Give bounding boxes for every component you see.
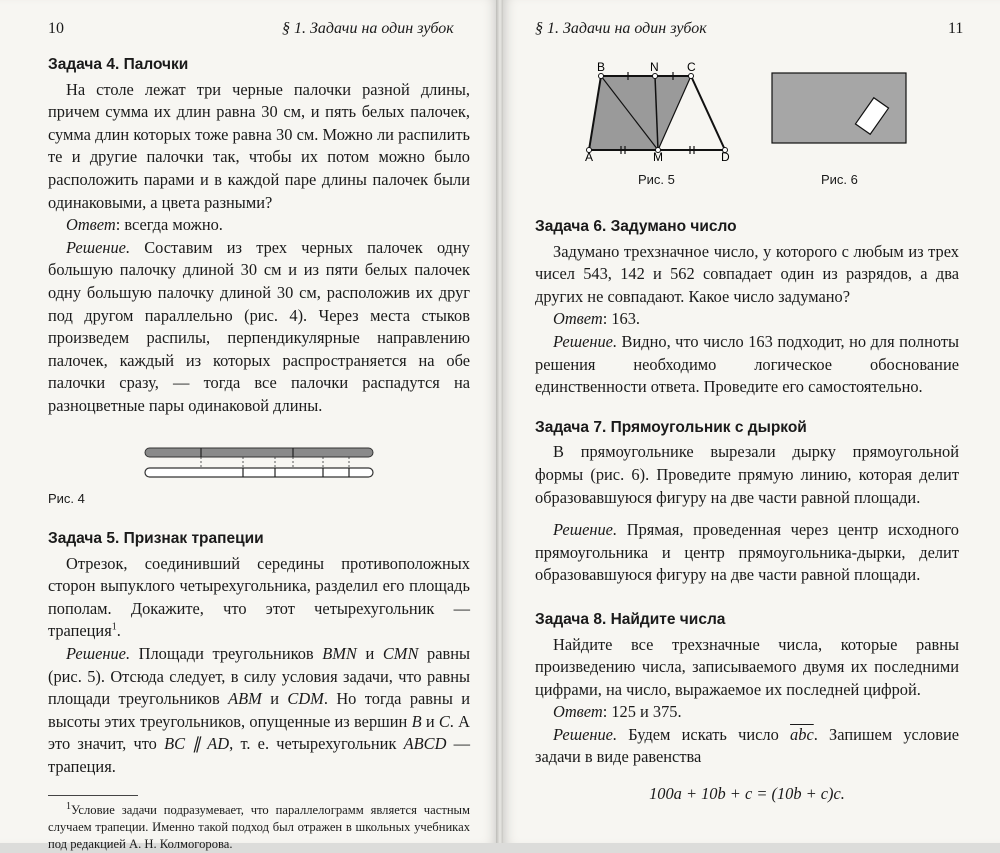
footnote [48, 802, 470, 853]
label-d: D [721, 150, 730, 162]
task7-solution-label: Решение. [553, 520, 618, 540]
task6-solution-label: Решение. [553, 331, 618, 351]
figure-6-rectangle [771, 72, 907, 144]
figure-5-trapezoid [573, 62, 743, 162]
task5-solution-part: и [421, 711, 439, 731]
running-head-right: § 1. Задачи на один зубок [535, 20, 707, 37]
task6-answer [535, 308, 959, 331]
triangle-abm: ABM [228, 689, 262, 709]
task8-solution [535, 724, 959, 769]
task4-solution [48, 237, 470, 418]
task7-statement: В прямоугольнике вырезали дырку прямоугольной формы (рис. 6). Проведите прямую линию, которая делит образовавшуюся фигуру на две части равной площади. [535, 442, 959, 507]
right-text-column [535, 216, 959, 806]
task5-title: Задача 5. Признак трапеции [48, 530, 264, 548]
task6-solution-text: Видно, что число 163 подходит, но для полноты решения необходимо логическое обоснование единственности ответа. Проведите его самостоятельно. [535, 331, 959, 397]
task7-solution-text: Прямая, проведенная через центр исходного прямоугольника и центр прямоугольника-дырки, делит образовавшуюся фигуру на две части равной площади. [535, 520, 959, 585]
task5-statement-end: . [116, 621, 121, 641]
task5-solution-label: Решение. [66, 644, 131, 664]
task4-solution-text: Составим из трех черных палочек одну большую палочку длиной 30 см и из пяти белых палочек одну большую палочку длиной 30 см, расположив их друг под другом параллельно (рис. 4). Через места стыков произведем распилы, перпендикулярные направлению палочек, каждый из которых распространяется на обе палочки сразу, — тогда все палочки распадутся на разноцветные пары одинаковой длины. [48, 237, 470, 415]
triangle-cdm: CDM [287, 689, 324, 709]
task8-statement: Найдите все трехзначные числа, которые равны произведению числа, записываемого двумя их последними цифрами, на число, выражаемое их последней цифрой. [535, 634, 959, 699]
triangle-cmn: CMN [382, 644, 419, 664]
figure-5-caption: Рис. 5 [638, 172, 675, 187]
page-number-right: 11 [948, 20, 964, 37]
task5-solution-part: . А это значит, что [48, 711, 470, 754]
task5-solution-part: — трапеция. [48, 734, 470, 777]
figure-4-caption: Рис. 4 [48, 490, 85, 506]
page-number-left: 10 [48, 20, 64, 37]
task8-answer-label: Ответ [553, 702, 603, 722]
task4-title: Задача 4. Палочки [48, 56, 189, 73]
figure-4-sticks [139, 442, 379, 482]
task7-solution [535, 519, 959, 587]
task8-answer-text: : 125 и 375. [602, 702, 682, 722]
label-b: B [597, 62, 606, 74]
figure-6-caption: Рис. 6 [821, 172, 858, 187]
number-abc: $\overline{abc}$ [790, 724, 814, 744]
footnote-mark: 1 [66, 800, 71, 812]
task5-solution-part: . Но тогда равны и высоты этих треугольников, опущенные из вершин [48, 689, 471, 731]
task5-solution-part: и [261, 689, 288, 709]
task5-statement-text: Отрезок, соединивший середины противоположных сторон выпуклого четырехугольника, разделил его площадь пополам. Докажите, что этот четырехугольник — трапеция [48, 553, 470, 641]
task8-title: Задача 8. Найдите числа [535, 610, 726, 628]
task6-statement: Задумано трехзначное число, у которого с любым из трех чисел 543, 142 и 562 совпадает один из разрядов, а два других не совпадают. Какое число задумано? [535, 241, 959, 306]
task5-solution-part: и [356, 644, 383, 664]
label-a: A [585, 150, 594, 162]
task8-solution-part: . Запишем условие задачи в виде равенства [535, 724, 959, 767]
task5-solution-part: , т. е. четырехугольник [229, 734, 404, 754]
footnote-rule [48, 795, 138, 796]
task5-statement [48, 553, 470, 643]
footnote-ref: 1 [111, 622, 117, 633]
label-n: N [650, 62, 659, 74]
cut-lines [201, 457, 349, 468]
task6-solution [535, 331, 959, 399]
left-page [0, 0, 497, 851]
parallel-statement: BC ∥ AD [164, 734, 230, 754]
quadrilateral-abcd: ABCD [403, 734, 447, 754]
task6-answer-label: Ответ [553, 309, 603, 329]
task6-answer-text: : 163. [602, 309, 641, 329]
vertex-c: C [438, 711, 450, 731]
task8-formula: 100a + 10b + c = (10b + c)c. [649, 784, 845, 804]
task4-solution-label: Решение. [66, 237, 131, 257]
task7-title: Задача 7. Прямоугольник с дыркой [535, 418, 807, 436]
left-text-column [48, 54, 470, 853]
task4-answer [48, 214, 470, 237]
task6-title: Задача 6. Задумано число [535, 218, 737, 235]
right-page [503, 0, 1000, 843]
task8-solution-part: Будем искать число [617, 724, 791, 744]
task8-solution-label: Решение. [553, 724, 618, 744]
label-m: M [653, 150, 663, 162]
vertex-b: B [411, 711, 422, 731]
footnote-text: Условие задачи подразумевает, что параллелограмм является частным случаем трапеции. Именно такой подход был отражен в школьных учебниках под редакцией А. Н. Колмогорова. [48, 802, 470, 851]
task5-solution [48, 643, 470, 779]
task5-solution-part: Площади треугольников [130, 644, 323, 664]
task8-answer [535, 701, 959, 724]
task4-answer-label: Ответ [66, 215, 116, 235]
running-head-left: § 1. Задачи на один зубок [282, 20, 454, 37]
task5-solution-part: равны (рис. 5). Отсюда следует, в силу условия задачи, что равны площади треугольников [48, 644, 471, 709]
label-c: C [687, 62, 696, 74]
white-stick-bar [145, 468, 373, 477]
triangle-bmn: BMN [322, 644, 357, 664]
task4-statement: На столе лежат три черные палочки разной длины, причем сумма их длин равна 30 см, и пять белых палочек, сумма длин которых тоже равна 30 см. Можно ли распилить те и другие палочки так, чтобы их потом можно было расположить парами и в каждой паре длины палочек были одинаковыми, а цвета разными? [48, 79, 470, 212]
black-stick-bar [145, 448, 373, 457]
task4-answer-text: : всегда можно. [115, 215, 223, 235]
